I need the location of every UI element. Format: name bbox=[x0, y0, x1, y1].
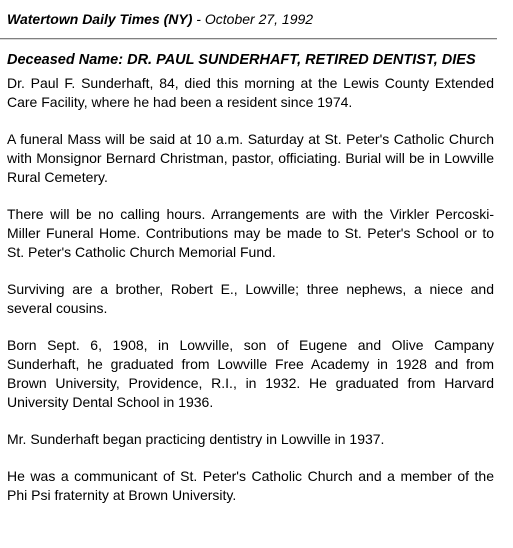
paragraph-affiliations: He was a communicant of St. Peter's Catholic Church and a member of the Phi Psi fraternity at Brown University. bbox=[7, 468, 494, 503]
paragraph-survivors: Surviving are a brother, Robert E., Lowville; three nephews, a niece and several cousins. bbox=[7, 281, 494, 316]
masthead bbox=[7, 10, 495, 30]
masthead-separator: - bbox=[192, 11, 205, 27]
paragraph-death-notice: Dr. Paul F. Sunderhaft, 84, died this morning at the Lewis County Extended Care Facility, where he had been a resident since 1974. bbox=[7, 75, 494, 110]
paragraph-arrangements: There will be no calling hours. Arrangements are with the Virkler Percoski-Miller Funeral Home. Contributions may be made to St. Peter's School or to St. Peter's Catholic Church Memorial Fund. bbox=[7, 206, 494, 260]
headline: Deceased Name: DR. PAUL SUNDERHAFT, RETIRED DENTIST, DIES bbox=[7, 52, 476, 68]
publication-date: October 27, 1992 bbox=[204, 11, 314, 27]
header-divider bbox=[0, 38, 497, 40]
paragraph-biography: Born Sept. 6, 1908, in Lowville, son of Eugene and Olive Campany Sunderhaft, he graduated from Lowville Free Academy in 1928 and from Brown University, Providence, R.I., in 1932. He graduated from Harvard University Dental School in 1936. bbox=[7, 337, 494, 410]
paragraph-funeral-mass: A funeral Mass will be said at 10 a.m. Saturday at St. Peter's Catholic Church with Monsignor Bernard Christman, pastor, officiating. Burial will be in Lowville Rural Cemetery. bbox=[7, 131, 494, 185]
newspaper-name: Watertown Daily Times (NY) bbox=[7, 11, 193, 27]
article-body bbox=[7, 74, 494, 505]
paragraph-career: Mr. Sunderhaft began practicing dentistry in Lowville in 1937. bbox=[7, 431, 385, 447]
